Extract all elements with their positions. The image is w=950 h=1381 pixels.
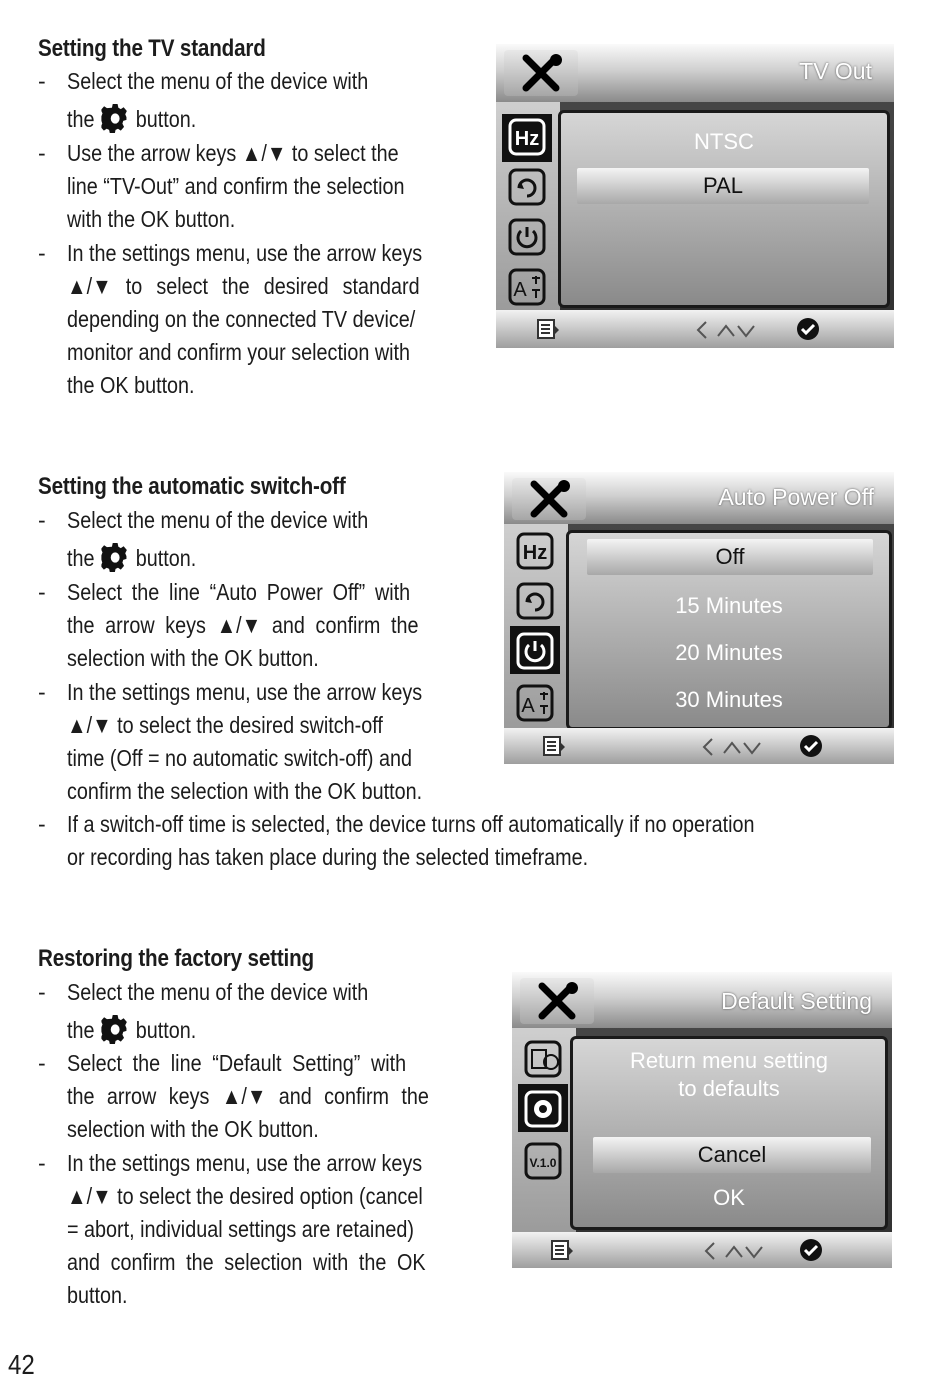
- list-dash: -: [38, 811, 46, 837]
- dialog-message: to defaults: [678, 1076, 780, 1101]
- menu-icon: [550, 1239, 574, 1261]
- list-item-line: In the settings menu, use the arrow keys: [67, 1150, 423, 1176]
- list-item-line: Select the menu of the device with: [67, 68, 369, 94]
- tools-icon: [504, 50, 578, 96]
- list-item-line: or recording has taken place during the selected timeframe.: [67, 844, 589, 870]
- list-dash: -: [38, 140, 46, 166]
- rotate-icon: [508, 168, 546, 206]
- list-item-line: the OK button.: [67, 372, 195, 398]
- checkmark-icon: [799, 734, 823, 758]
- menu-icon: [542, 735, 566, 757]
- page-number: 42: [8, 1349, 35, 1380]
- svg-text:Hz: Hz: [522, 542, 548, 564]
- list-dash: -: [38, 1150, 46, 1176]
- list-item-line: ▲/▼ to select the desired option (cancel: [67, 1183, 423, 1209]
- hz-icon: [508, 118, 546, 156]
- version-icon: [524, 1142, 562, 1180]
- list-item-line: selection with the OK button.: [67, 1116, 319, 1142]
- list-item-line: selection with the OK button.: [67, 645, 319, 671]
- section-heading-tv-standard: Setting the TV standard: [38, 35, 266, 62]
- list-item-line: monitor and confirm your selection with: [67, 339, 411, 365]
- checkmark-icon: [796, 317, 820, 341]
- dialog-message: Return menu setting: [629, 1048, 829, 1073]
- svg-text:A: A: [513, 279, 527, 301]
- list-item-line: Select the line “Auto Power Off” with: [67, 579, 411, 605]
- option-pal[interactable]: PAL: [577, 168, 869, 204]
- option-30-minutes[interactable]: 30 Minutes: [675, 687, 783, 712]
- list-item-line: time (Off = no automatic switch-off) and: [67, 745, 413, 771]
- svg-text:Hz: Hz: [514, 128, 540, 150]
- option-ok[interactable]: OK: [713, 1185, 745, 1210]
- svg-text:V.1.0: V.1.0: [529, 1156, 557, 1170]
- gear-icon: [524, 1090, 562, 1128]
- list-item-line: the arrow keys ▲/▼ and confirm the: [67, 612, 419, 638]
- gear-icon: [101, 542, 129, 572]
- list-dash: -: [38, 579, 46, 605]
- list-item-line: In the settings menu, use the arrow keys: [67, 240, 423, 266]
- option-15-minutes[interactable]: 15 Minutes: [675, 593, 783, 618]
- list-item-line: Select the line “Default Setting” with: [67, 1050, 407, 1076]
- svg-text:A: A: [521, 695, 535, 717]
- default-setting-screen: [512, 972, 892, 1268]
- list-dash: -: [38, 68, 46, 94]
- power-icon: [516, 632, 554, 670]
- option-20-minutes[interactable]: 20 Minutes: [675, 640, 783, 665]
- language-icon: [516, 684, 554, 722]
- screen-title: Default Setting: [721, 988, 872, 1014]
- screen-title: Auto Power Off: [718, 484, 874, 510]
- options-panel: [558, 110, 890, 308]
- settings-sidebar: [512, 1028, 576, 1232]
- list-item-line: Select the menu of the device with: [67, 979, 369, 1005]
- screen-bottom-bar: [496, 310, 894, 348]
- list-item-line: line “TV-Out” and confirm the selection: [67, 173, 405, 199]
- list-item-line: If a switch-off time is selected, the device turns off automatically if no operation: [67, 811, 755, 837]
- tv-out-screen: [496, 44, 894, 348]
- screen-title: TV Out: [799, 58, 872, 84]
- options-panel: [566, 530, 892, 730]
- options-panel: [570, 1036, 888, 1230]
- list-item-line: ▲/▼ to select the desired switch-off: [67, 712, 383, 738]
- list-item-line: Select the menu of the device with: [67, 507, 369, 533]
- list-dash: -: [38, 240, 46, 266]
- hz-icon: [516, 532, 554, 570]
- option-cancel[interactable]: Cancel: [593, 1137, 871, 1173]
- checkmark-icon: [799, 1238, 823, 1262]
- list-item-line: the arrow keys ▲/▼ and confirm the: [67, 1083, 429, 1109]
- list-item-line: Use the arrow keys ▲/▼ to select the: [67, 140, 399, 166]
- rotate-icon: [516, 582, 554, 620]
- list-item-line: ▲/▼ to select the desired standard: [67, 273, 420, 299]
- section-heading-factory-setting: Restoring the factory setting: [38, 945, 314, 972]
- list-item-line: button.: [67, 1282, 128, 1308]
- settings-sidebar: [504, 524, 568, 728]
- list-dash: -: [38, 679, 46, 705]
- arrow-nav-icon: [700, 737, 764, 757]
- list-item-line: In the settings menu, use the arrow keys: [67, 679, 423, 705]
- menu-icon: [536, 318, 560, 340]
- language-icon: [508, 268, 546, 306]
- list-dash: -: [38, 1050, 46, 1076]
- list-item-line: = abort, individual settings are retained): [67, 1216, 414, 1242]
- arrow-nav-icon: [702, 1241, 766, 1261]
- screen-bottom-bar: [512, 1232, 892, 1268]
- list-item-line: and confirm the selection with the OK: [67, 1249, 426, 1275]
- format-icon: [524, 1040, 562, 1078]
- list-item-line: the button.: [67, 1014, 196, 1048]
- power-icon: [508, 218, 546, 256]
- settings-sidebar: [496, 102, 560, 310]
- list-dash: -: [38, 979, 46, 1005]
- list-dash: -: [38, 507, 46, 533]
- section-heading-auto-switch-off: Setting the automatic switch-off: [38, 473, 346, 500]
- list-item-line: with the OK button.: [67, 206, 236, 232]
- screen-bottom-bar: [504, 728, 894, 764]
- arrow-nav-icon: [694, 320, 758, 340]
- auto-power-off-screen: [504, 472, 894, 764]
- list-item-line: confirm the selection with the OK button.: [67, 778, 423, 804]
- option-ntsc[interactable]: NTSC: [694, 129, 754, 154]
- tools-icon: [512, 478, 586, 520]
- list-item-line: depending on the connected TV device/: [67, 306, 416, 332]
- list-item-line: the button.: [67, 542, 196, 576]
- gear-icon: [101, 1014, 129, 1044]
- list-item-line: the button.: [67, 103, 196, 137]
- tools-icon: [520, 978, 594, 1024]
- gear-icon: [101, 103, 129, 133]
- option-off[interactable]: Off: [587, 539, 873, 575]
